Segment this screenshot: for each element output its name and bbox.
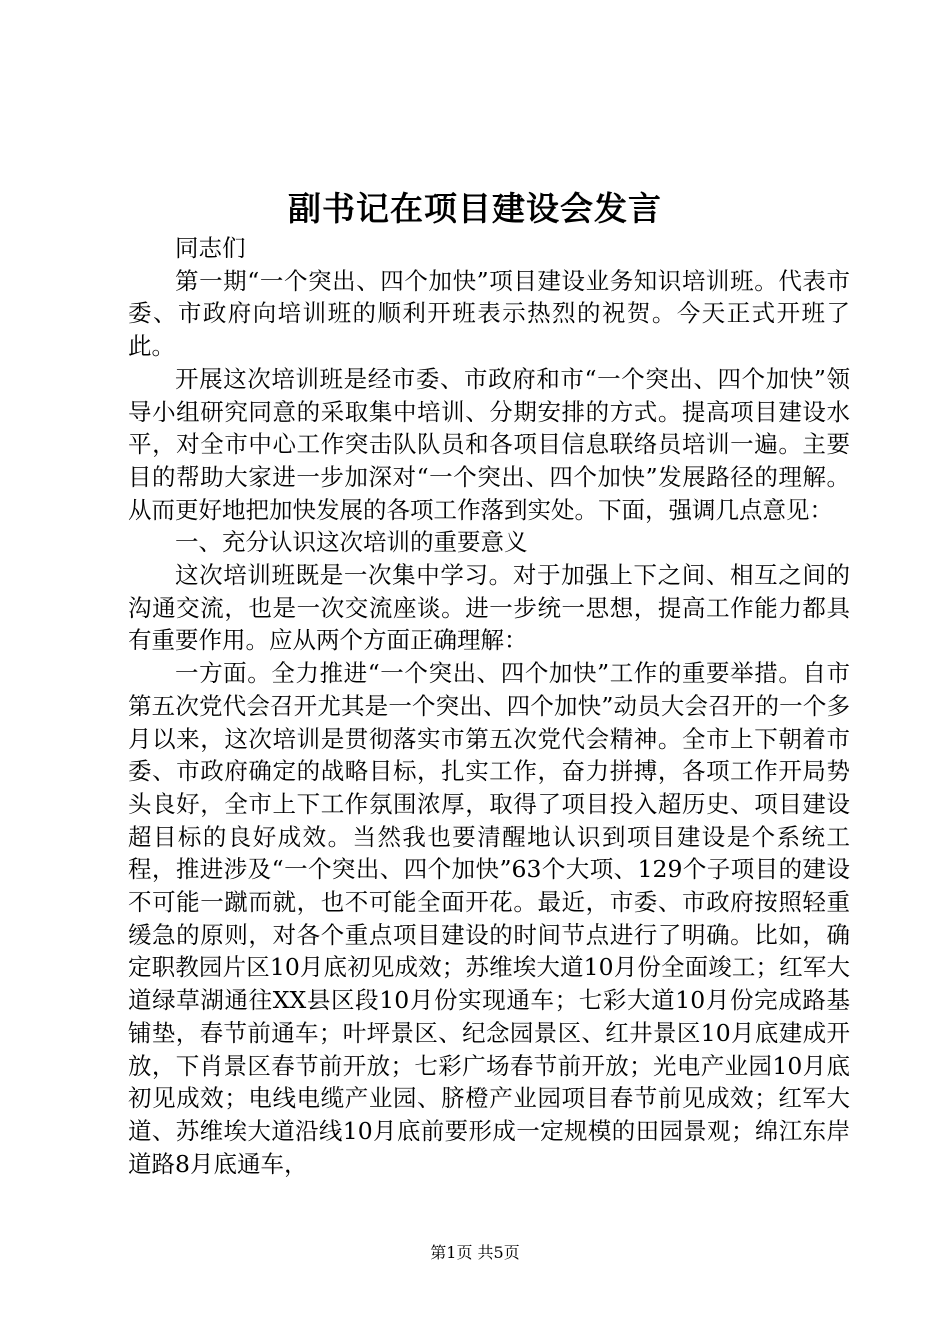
document-title: 副书记在项目建设会发言: [288, 189, 662, 228]
page-number-footer: 第1页 共5页: [430, 1243, 520, 1262]
document-body: [128, 232, 850, 1180]
paragraph: 这次培训班既是一次集中学习。对于加强上下之间、相互之间的沟通交流，也是一次交流座谈。进一步统一思想，提高工作能力都具有重要作用。应从两个方面正确理解：: [128, 561, 850, 655]
paragraph: 开展这次培训班是经市委、市政府和市“一个突出、四个加快”领导小组研究同意的采取集中培训、分期安排的方式。提高项目建设水平，对全市中心工作突击队队员和各项目信息联络员培训一遍。主要目的帮助大家进一步加深对“一个突出、四个加快”发展路径的理解。从而更好地把加快发展的各项工作落到实处。下面，强调几点意见：: [128, 364, 850, 524]
paragraph: 一方面。全力推进“一个突出、四个加快”工作的重要举措。自市第五次党代会召开尤其是一个突出、四个加快”动员大会召开的一个多月以来，这次培训是贯彻落实市第五次党代会精神。全市上下朝着市委、市政府确定的战略目标，扎实工作，奋力拼搏，各项工作开局势头良好，全市上下工作氛围浓厚，取得了项目投入超历史、项目建设超目标的良好成效。当然我也要清醒地认识到项目建设是个系统工程，推进涉及“一个突出、四个加快”63个大项、129个子项目的建设不可能一蹴而就，也不可能全面开花。最近，市委、市政府按照轻重缓急的原则，对各个重点项目建设的时间节点进行了明确。比如，确定职教园片区10月底初见成效；苏维埃大道10月份全面竣工；红军大道绿草湖通往XX县区段10月份实现通车；七彩大道10月份完成路基铺垫，春节前通车；叶坪景区、纪念园景区、红井景区10月底建成开放，下肖景区春节前开放；七彩广场春节前开放；光电产业园10月底初见成效；电线电缆产业园、脐橙产业园项目春节前见成效；红军大道、苏维埃大道沿线10月底前要形成一定规模的田园景观；绵江东岸道路8月底通车，: [128, 659, 850, 1178]
paragraph: 第一期“一个突出、四个加快”项目建设业务知识培训班。代表市委、市政府向培训班的顺利开班表示热烈的祝贺。今天正式开班了此。: [128, 266, 850, 361]
paragraph-salutation: 同志们: [175, 234, 246, 262]
section-heading: 一、充分认识这次培训的重要意义: [175, 528, 528, 557]
